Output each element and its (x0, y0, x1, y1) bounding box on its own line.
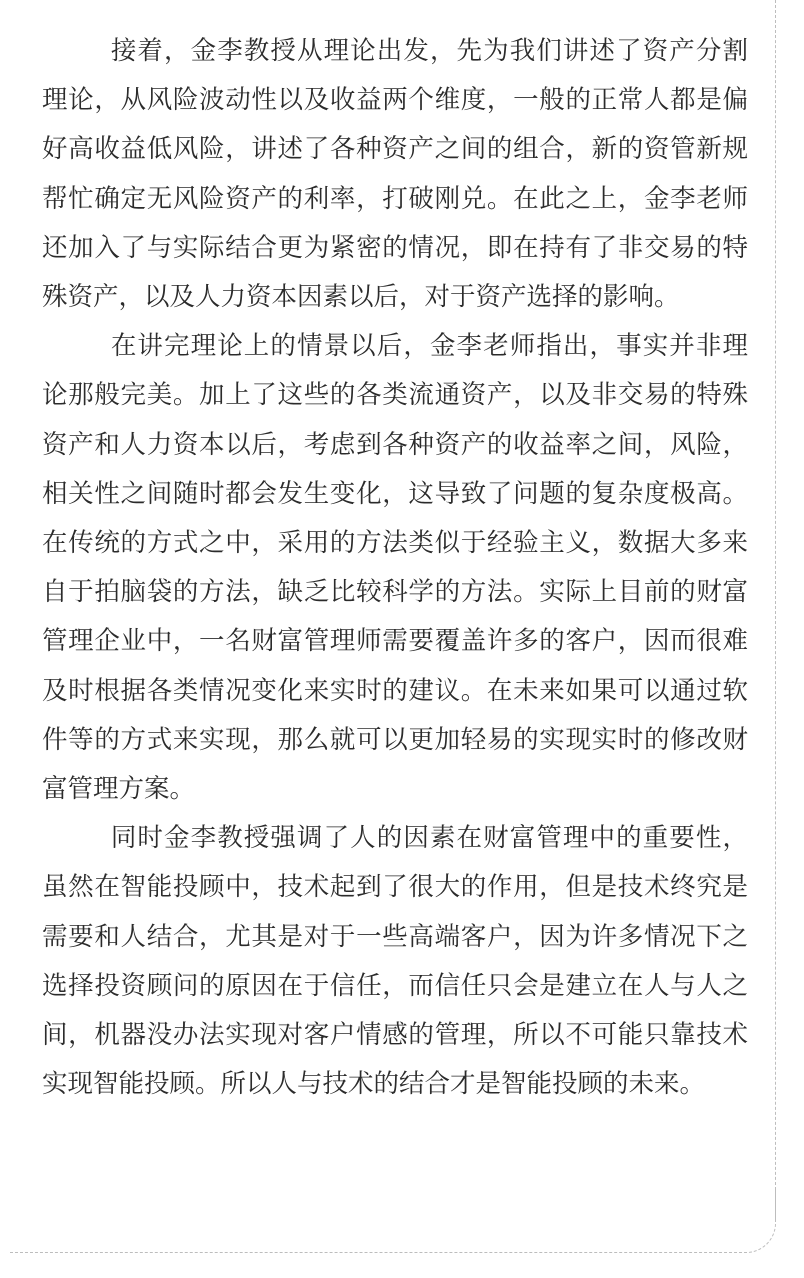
dashed-border-bottom (10, 1252, 747, 1253)
dashed-border-corner (745, 1190, 776, 1253)
paragraph-human-factor: 同时金李教授强调了人的因素在财富管理中的重要性，虽然在智能投顾中，技术起到了很大的作用，但是技术终究是需要和人结合，尤其是对于一些高端客户，因为许多情况下之选择投资顾问的原因在于信任，而信任只会是建立在人与人之间，机器没办法实现对客户情感的管理，所以不可能只靠技术实现智能投顾。所以人与技术的结合才是智能投顾的未来。 (42, 823, 748, 1100)
paragraph-theory: 接着，金李教授从理论出发，先为我们讲述了资产分割理论，从风险波动性以及收益两个维度，一般的正常人都是偏好高收益低风险，讲述了各种资产之间的组合，新的资管新规帮忙确定无风险资产的利率，打破刚兑。在此之上，金李老师还加入了与实际结合更为紧密的情况，即在持有了非交易的特殊资产，以及人力资本因素以后，对于资产选择的影响。 (42, 36, 748, 313)
article-body (42, 27, 748, 1109)
paragraph-practice: 在讲完理论上的情景以后，金李老师指出，事实并非理论那般完美。加上了这些的各类流通资产，以及非交易的特殊资产和人力资本以后，考虑到各种资产的收益率之间，风险，相关性之间随时都会发生变化，这导致了问题的复杂度极高。在传统的方式之中，采用的方法类似于经验主义，数据大多来自于拍脑袋的方法，缺乏比较科学的方法。实际上目前的财富管理企业中，一名财富管理师需要覆盖许多的客户，因而很难及时根据各类情况变化来实时的建议。在未来如果可以通过软件等的方式来实现，那么就可以更加轻易的实现实时的修改财富管理方案。 (42, 331, 748, 805)
dashed-border-right (775, 0, 776, 1220)
